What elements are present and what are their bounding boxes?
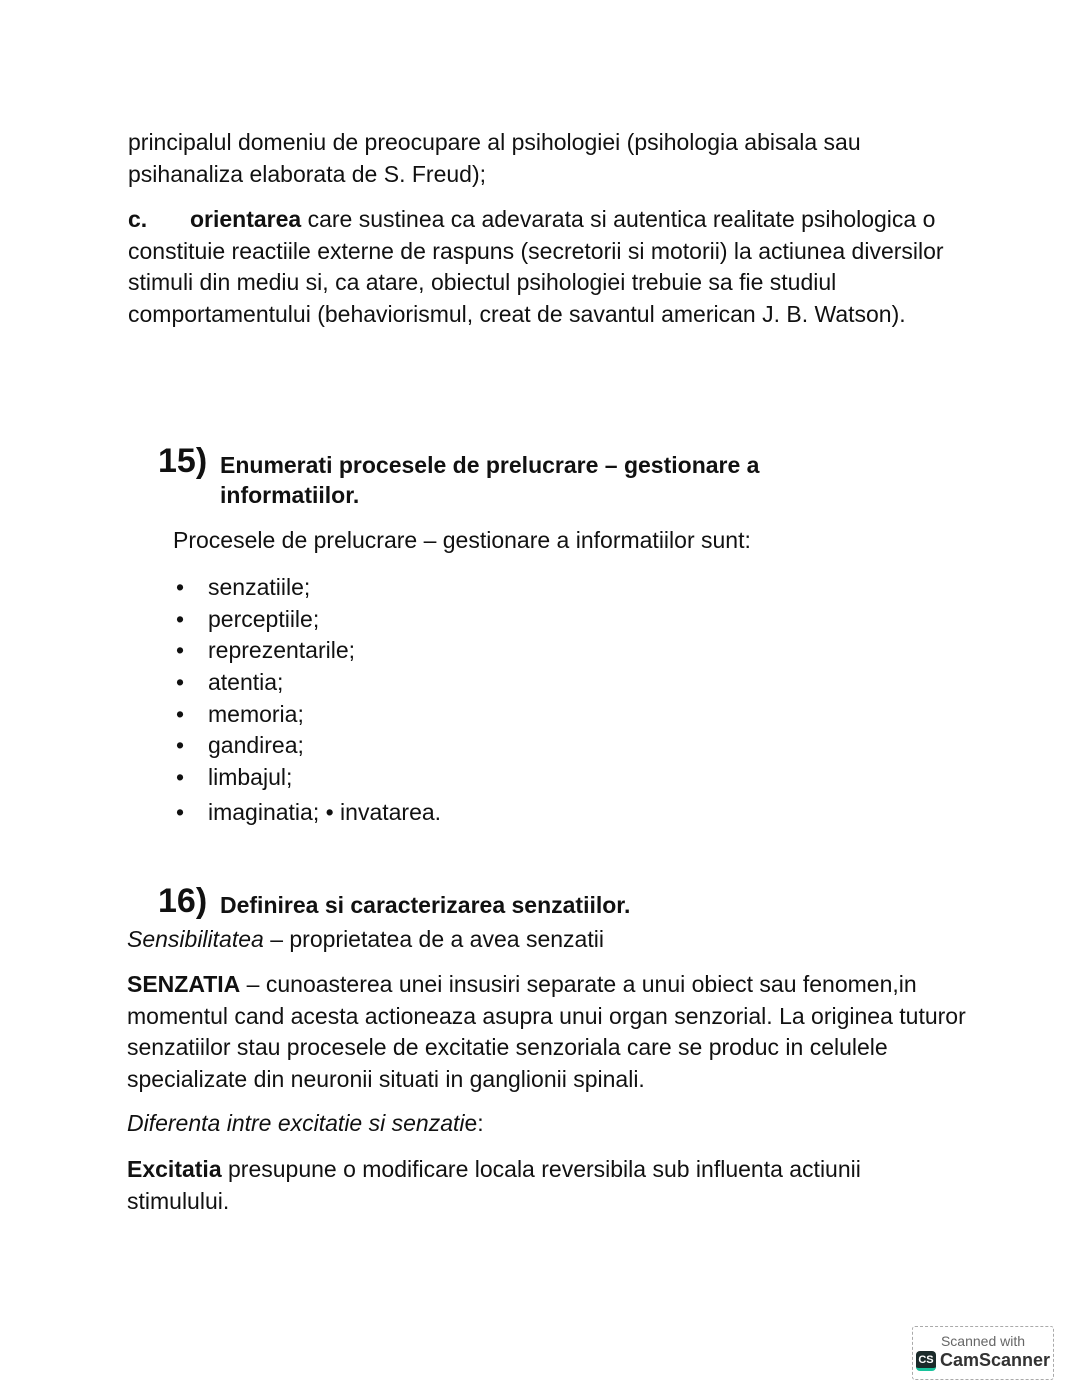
watermark-brand: CamScanner — [939, 1350, 1051, 1370]
list-item — [176, 635, 441, 667]
list-item — [176, 604, 441, 636]
question-title: Enumerati procesele de prelucrare – gestionare a informatiilor. — [220, 452, 760, 508]
list-item-text: gandirea; — [208, 732, 304, 759]
bold-term: orientarea — [190, 206, 302, 232]
list-item-text: reprezentarile; — [208, 637, 356, 664]
list-item-text: memoria; — [208, 700, 304, 727]
item-label: c. — [128, 206, 148, 232]
bullet-icon: • — [176, 764, 185, 791]
list-item-text: senzatiile; — [208, 574, 311, 600]
paragraph-behaviorism — [128, 204, 968, 330]
list-item — [176, 797, 441, 829]
bullet-icon: • — [176, 669, 185, 696]
italic-text: Diferenta intre excitatie si senzati — [127, 1110, 465, 1136]
list-item — [176, 762, 441, 794]
bullet-icon: • — [176, 637, 185, 664]
term: Excitatia — [127, 1156, 222, 1182]
list-item-text: imaginatia; • invatarea. — [208, 798, 442, 825]
difference-heading — [127, 1108, 484, 1140]
list-item — [176, 699, 441, 731]
camscanner-watermark — [912, 1326, 1054, 1380]
term: SENZATIA — [127, 971, 241, 997]
definition: presupune o modificare locala reversibila sub influenta actiunii stimulului. — [127, 1156, 861, 1214]
bullet-icon: • — [176, 798, 185, 825]
question-title: Definirea si caracterizarea senzatiilor. — [220, 892, 631, 918]
sensation-definition — [127, 969, 987, 1095]
paragraph-psychoanalysis: principalul domeniu de preocupare al psihologiei (psihologia abisala sau psihanaliza elaborata de S. Freud); — [128, 129, 861, 187]
sensibility-definition — [127, 924, 604, 956]
definition: – proprietatea de a avea senzatii — [263, 926, 604, 952]
list-item — [176, 730, 441, 762]
question-number: 16) — [158, 882, 208, 920]
bullet-icon: • — [176, 605, 185, 632]
bullet-icon: • — [176, 574, 185, 600]
term: Sensibilitatea — [127, 926, 264, 952]
bullet-icon: • — [176, 732, 185, 759]
watermark-caption: Scanned with — [940, 1333, 1026, 1349]
list-item-text: limbajul; — [208, 764, 293, 791]
definition: – cunoasterea unei insusiri separate a unui obiect sau fenomen,in momentul cand acesta actioneaza asupra unui organ senzorial. La originea tuturor senzatiilor stau procesele de excitatie senzoriala care se produc in celulele specializate din neuronii situati in ganglionii spinali. — [127, 971, 966, 1092]
bullet-icon: • — [176, 700, 185, 727]
item-text: care sustinea ca adevarata si autentica realitate psihologica o constituie reactiile externe de raspuns (secretorii si motorii) la actiunea diversilor stimuli din mediu si, ca atare, obiectul psihologiei trebuie sa fie studiul comportamentului (behaviorismul, creat de savantul american J. B. Watson). — [128, 206, 944, 327]
excitation-definition — [127, 1154, 967, 1217]
list-item — [176, 667, 441, 699]
list-item-text: atentia; — [208, 669, 284, 696]
camscanner-logo-icon: CS — [916, 1351, 936, 1371]
question-number: 15) — [158, 442, 208, 480]
list-intro: Procesele de prelucrare – gestionare a informatiilor sunt: — [173, 527, 751, 553]
process-list — [176, 572, 441, 829]
text: e: — [464, 1110, 484, 1136]
list-item-text: perceptiile; — [208, 605, 320, 632]
list-item — [176, 572, 441, 604]
